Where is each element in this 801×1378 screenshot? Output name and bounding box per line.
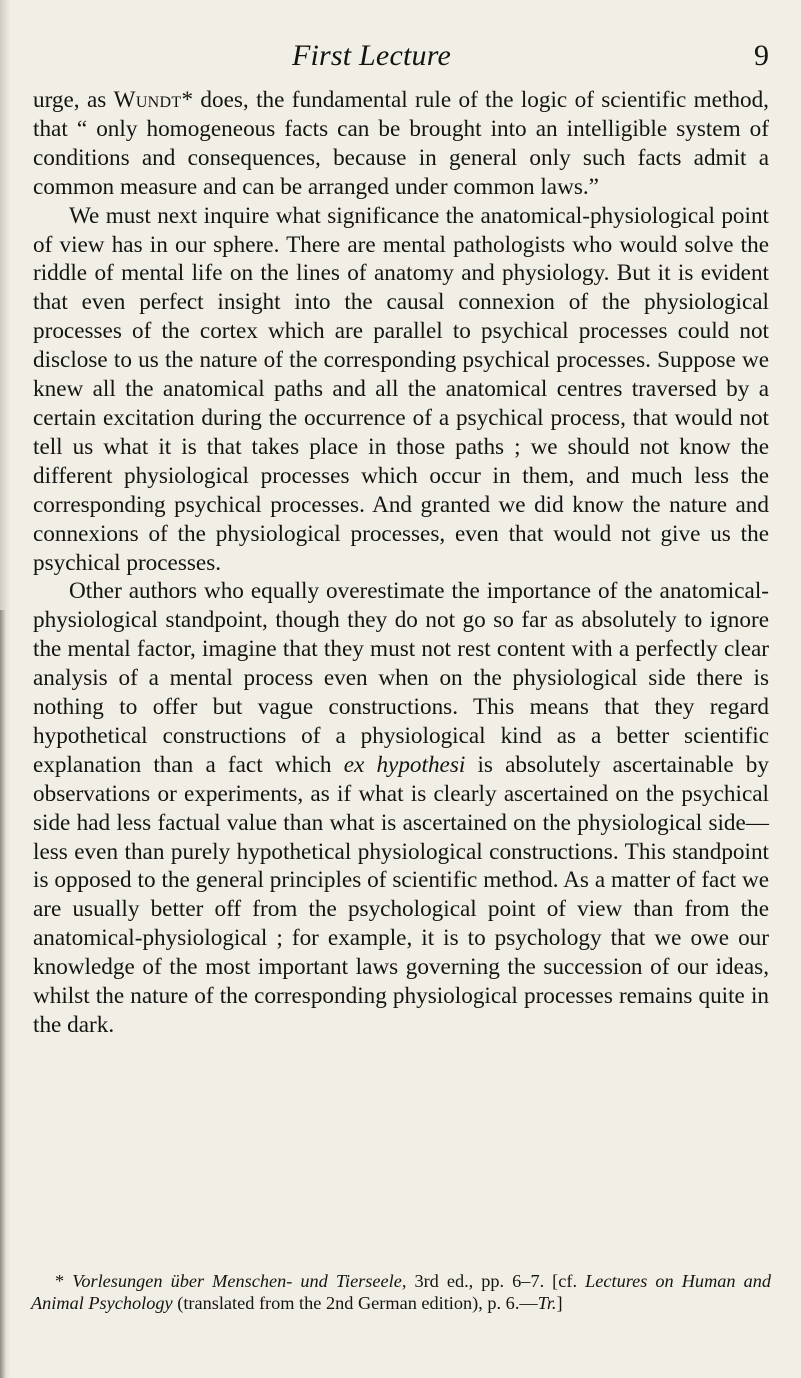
body-text [33, 86, 769, 1040]
footnote-reference: * [181, 87, 194, 113]
paragraph-text: Other authors who equally overestimate the importance of the anatomical-physiological standpoint, though they do not go so far as absolutely to ignore the mental factor, imagine that they must not rest content with a perfectly clear analysis of a mental process even when on the physiological side there is nothing to offer but vague constructions. This means that they regard hypothetical constructions of a physiological kind as a better scientific explanation than a fact which [33, 578, 769, 778]
footnote-title-german: Vorlesungen über Menschen- und Tierseele, [72, 1271, 407, 1291]
paragraph-other-authors [33, 577, 769, 1040]
page-header [0, 36, 801, 76]
paragraph-text: does, the fundamental rule of the logic of scientific method, that “ only homogeneous facts can be brought into an intelligible system of conditions and consequences, because in general only such facts admit a common measure and can be arranged under common laws.” [33, 87, 769, 200]
paragraph-text: is absolutely ascertainable by observations or experiments, as if what is clearly ascertained on the psychical side had less factual value than what is ascertained on the physiological side—less even than purely hypothetical physiological constructions. This standpoint is opposed to the general principles of scientific method. As a matter of fact we are usually better off from the psychological point of view than from the anatomical-physiological ; for example, it is to psychology that we owe our knowledge of the most important laws governing the succession of our ideas, whilst the nature of the corresponding physiological processes remains quite in the dark. [33, 751, 769, 1038]
footnote-translation-note: (translated from the 2nd German edition), p. 6.— [172, 1293, 538, 1313]
page-number: 9 [754, 39, 769, 72]
footnote-title-english: Lectures on Human and Animal Psychology [31, 1271, 772, 1313]
footnote-closing: ] [556, 1293, 563, 1313]
latin-phrase: ex hypothesi [343, 751, 466, 778]
author-name: Wundt [113, 87, 182, 113]
paragraph-anatomical: We must next inquire what significance the anatomical-physiological point of view has in our sphere. There are mental pathologists who would solve the riddle of mental life on the lines of anatomy and physiology. But it is evident that even perfect insight into the causal connexion of the physiological processes of the cortex which are parallel to psychical processes could not disclose to us the nature of the corresponding psychical processes. Suppose we knew all the anatomical paths and all the anatomical centres traversed by a certain excitation during the occurrence of a psychical process, that would not tell us what it is that takes place in those paths ; we should not know the different physiological processes which occur in them, and much less the corresponding psychical processes. And granted we did know the nature and connexions of the physiological processes, even that would not give us the psychical processes. [33, 202, 769, 576]
footnote [31, 1270, 771, 1314]
binding-shadow [0, 610, 6, 1378]
footnote-mark: * [55, 1271, 65, 1291]
running-head: First Lecture [292, 39, 451, 72]
paragraph-continued [33, 86, 769, 202]
footnote-citation: 3rd ed., pp. 6–7. [cf. [406, 1271, 586, 1291]
paragraph-text: urge, as [33, 87, 114, 113]
translator-abbrev: Tr. [537, 1293, 557, 1313]
footnote-section [31, 1270, 771, 1314]
